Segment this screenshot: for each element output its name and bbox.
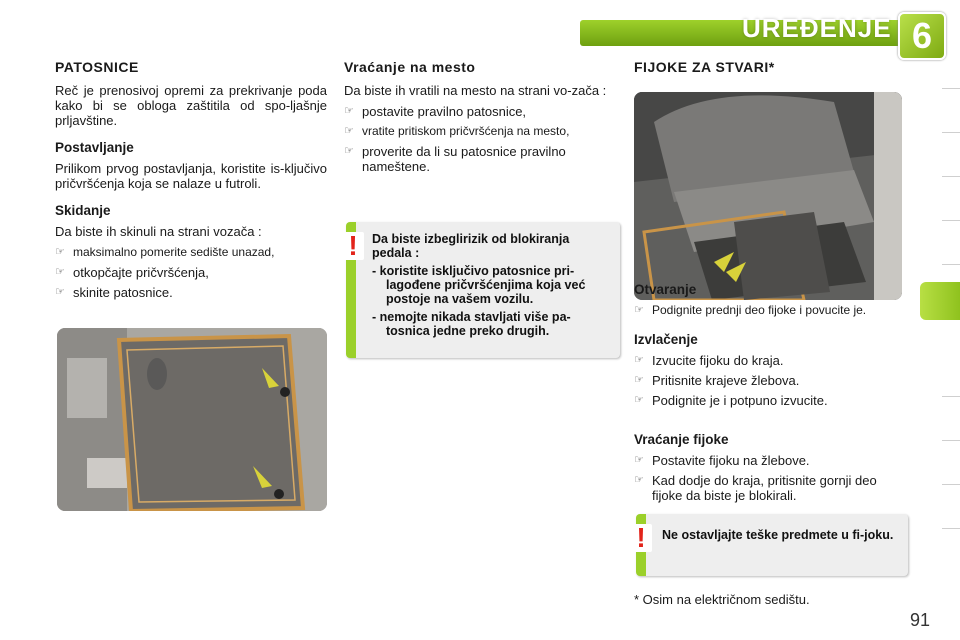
- warning-item: - nemojte nikada stavljati više pa-tosnica jedne preko drugih.: [372, 310, 571, 338]
- chapter-badge: 6: [898, 12, 946, 60]
- chapter-tab[interactable]: [942, 440, 960, 477]
- warning-box-pedals: [346, 222, 620, 358]
- subsection-title-pull: Izvlačenje: [634, 332, 698, 347]
- pointing-hand-icon: ☞: [634, 394, 644, 406]
- page-number: 91: [910, 610, 931, 630]
- list-item: ☞ skinite patosnice.: [55, 285, 173, 300]
- exclamation-icon: !: [342, 232, 364, 260]
- subsection-title-return: Vraćanje fijoke: [634, 432, 729, 447]
- list-item: ☞ proverite da li su patosnice pravilno nameštene.: [344, 144, 566, 174]
- chapter-tab[interactable]: [942, 176, 960, 213]
- pointing-hand-icon: ☞: [634, 354, 644, 366]
- warning-item: - koristite isključivo patosnice pri-lagođene pričvršćenjima koja već postoje na vašem vozilu.: [372, 264, 586, 306]
- floor-mats-intro: Reč je prenosivoj opremi za prekrivanje poda kako bi se obloga zaštitila od spo-ljašnje prljavštine.: [55, 83, 327, 128]
- list-item: ☞ vratite pritiskom pričvršćenja na mesto,: [344, 124, 570, 138]
- warning-heading: Da biste izbeglirizik od blokiranja pedala :: [372, 232, 570, 260]
- section-title-drawer: FIJOKE ZA STVARI*: [634, 59, 775, 75]
- pointing-hand-icon: ☞: [634, 304, 644, 316]
- chapter-tab[interactable]: [942, 132, 960, 169]
- section-title-floor-mats: PATOSNICE: [55, 59, 139, 75]
- pointing-hand-icon: ☞: [344, 105, 354, 117]
- list-item: ☞ Izvucite fijoku do kraja.: [634, 353, 784, 368]
- warning-box-drawer: [636, 514, 908, 576]
- pull-steps: [634, 353, 906, 408]
- column-storage-drawer: [634, 60, 906, 83]
- pointing-hand-icon: ☞: [634, 474, 644, 486]
- chapter-tab[interactable]: [942, 396, 960, 433]
- pointing-hand-icon: ☞: [55, 286, 65, 298]
- chapter-tab[interactable]: [942, 88, 960, 125]
- return-steps: [634, 453, 906, 503]
- column-floor-mats: [55, 60, 327, 305]
- pointing-hand-icon: ☞: [55, 266, 65, 278]
- exclamation-icon: !: [630, 524, 652, 552]
- list-item: ☞ Podignite prednji deo fijoke i povucite je.: [634, 303, 867, 317]
- chapter-tabs: [930, 60, 960, 580]
- footnote: * Osim na električnom sedištu.: [634, 592, 810, 607]
- list-item: ☞ Postavite fijoku na žlebove.: [634, 453, 810, 468]
- floor-mat-photo: [57, 328, 327, 511]
- chapter-tab-active[interactable]: [920, 282, 960, 320]
- chapter-tab[interactable]: [942, 484, 960, 521]
- pointing-hand-icon: ☞: [344, 125, 354, 137]
- pointing-hand-icon: ☞: [344, 145, 354, 157]
- subsection-title-install: Postavljanje: [55, 140, 134, 155]
- pointing-hand-icon: ☞: [55, 246, 65, 258]
- chapter-tab[interactable]: [942, 220, 960, 257]
- list-item: ☞ Podignite je i potpuno izvucite.: [634, 393, 828, 408]
- storage-drawer-photo: [634, 92, 902, 300]
- reinstall-steps: [344, 104, 616, 174]
- drawer-warning: Ne ostavljajte teške predmete u fi-joku.: [662, 528, 894, 542]
- remove-intro: Da biste ih skinuli na strani vozača :: [55, 224, 262, 239]
- open-steps: [634, 303, 906, 318]
- subsection-title-open: Otvaranje: [634, 282, 697, 297]
- column-reinstall: [344, 60, 616, 179]
- subsection-title-remove: Skidanje: [55, 203, 111, 218]
- drawer-instructions: [634, 282, 906, 508]
- list-item: ☞ maksimalno pomerite sedište unazad,: [55, 245, 275, 259]
- remove-steps: [55, 245, 327, 300]
- list-item: ☞ otkopčajte pričvršćenja,: [55, 265, 209, 280]
- chapter-tab[interactable]: [942, 528, 960, 565]
- pointing-hand-icon: ☞: [634, 454, 644, 466]
- page-title: UREĐENJE: [742, 13, 892, 43]
- list-item: ☞ Pritisnite krajeve žlebova.: [634, 373, 800, 388]
- install-text: Prilikom prvog postavljanja, koristite is-ključivo pričvršćenja koja se nalaze u futroli.: [55, 161, 327, 191]
- reinstall-intro: Da biste ih vratili na mesto na strani vo-zača :: [344, 83, 607, 98]
- pointing-hand-icon: ☞: [634, 374, 644, 386]
- list-item: ☞ Kad dodje do kraja, pritisnite gornji deo fijoke da biste je blokirali.: [634, 473, 877, 503]
- section-title-reinstall: Vraćanje na mesto: [344, 59, 476, 75]
- list-item: ☞ postavite pravilno patosnice,: [344, 104, 527, 119]
